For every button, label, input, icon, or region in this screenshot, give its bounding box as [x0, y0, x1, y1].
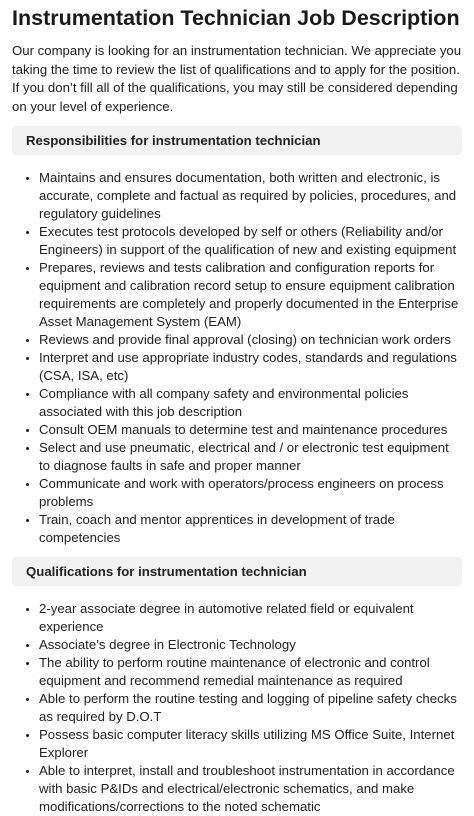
list-item: • Prepares, reviews and tests calibration and configuration reports for equipment and calibration record setup to ensure equipment calibration requirements are completely and properly documented in the Enterprise Asset Management System (EAM) — [39, 259, 462, 331]
list-item: • Consult OEM manuals to determine test and maintenance procedures — [39, 421, 462, 439]
list-item: • Reviews and provide final approval (closing) on technician work orders — [39, 331, 462, 349]
list-item: • Able to perform the routine testing and logging of pipeline safety checks as required by D.O.T — [39, 690, 462, 726]
list-item: • Communicate and work with operators/process engineers on process problems — [39, 475, 462, 511]
list-item: • Able to interpret, install and troubleshoot instrumentation in accordance with basic P&IDs and electrical/electronic schematics, and make modifications/corrections to the noted schematic — [39, 762, 462, 816]
list-item: • Associate’s degree in Electronic Technology — [39, 636, 462, 654]
list-item: • Executes test protocols developed by self or others (Reliability and/or Engineers) in support of the qualification of new and existing equipment — [39, 223, 462, 259]
list-item: • Select and use pneumatic, electrical and / or electronic test equipment to diagnose faults in safe and proper manner — [39, 439, 462, 475]
page-title: Instrumentation Technician Job Description — [12, 6, 460, 30]
responsibilities-heading: Responsibilities for instrumentation technician — [12, 126, 462, 155]
list-item: • Compliance with all company safety and environmental policies associated with this job description — [39, 385, 462, 421]
list-item: • Maintains and ensures documentation, both written and electronic, is accurate, complete and factual as required by policies, procedures, and regulatory guidelines — [39, 169, 462, 223]
list-item: • Train, coach and mentor apprentices in development of trade competencies — [39, 511, 462, 547]
responsibilities-list — [12, 169, 462, 547]
qualifications-heading: Qualifications for instrumentation technician — [12, 557, 462, 586]
list-item: • 2-year associate degree in automotive related field or equivalent experience — [39, 600, 462, 636]
intro-paragraph: Our company is looking for an instrumentation technician. We appreciate you taking the time to review the list of qualifications and to apply for the position. If you don’t fill all of the qualifications, you may still be considered depending on your level of experience. — [12, 43, 462, 114]
job-description-page — [0, 4, 474, 816]
list-item: • The ability to perform routine maintenance of electronic and control equipment and recommend remedial maintenance as required — [39, 654, 462, 690]
list-item: • Interpret and use appropriate industry codes, standards and regulations (CSA, ISA, etc) — [39, 349, 462, 385]
qualifications-list — [12, 600, 462, 816]
list-item: • Possess basic computer literacy skills utilizing MS Office Suite, Internet Explorer — [39, 726, 462, 762]
